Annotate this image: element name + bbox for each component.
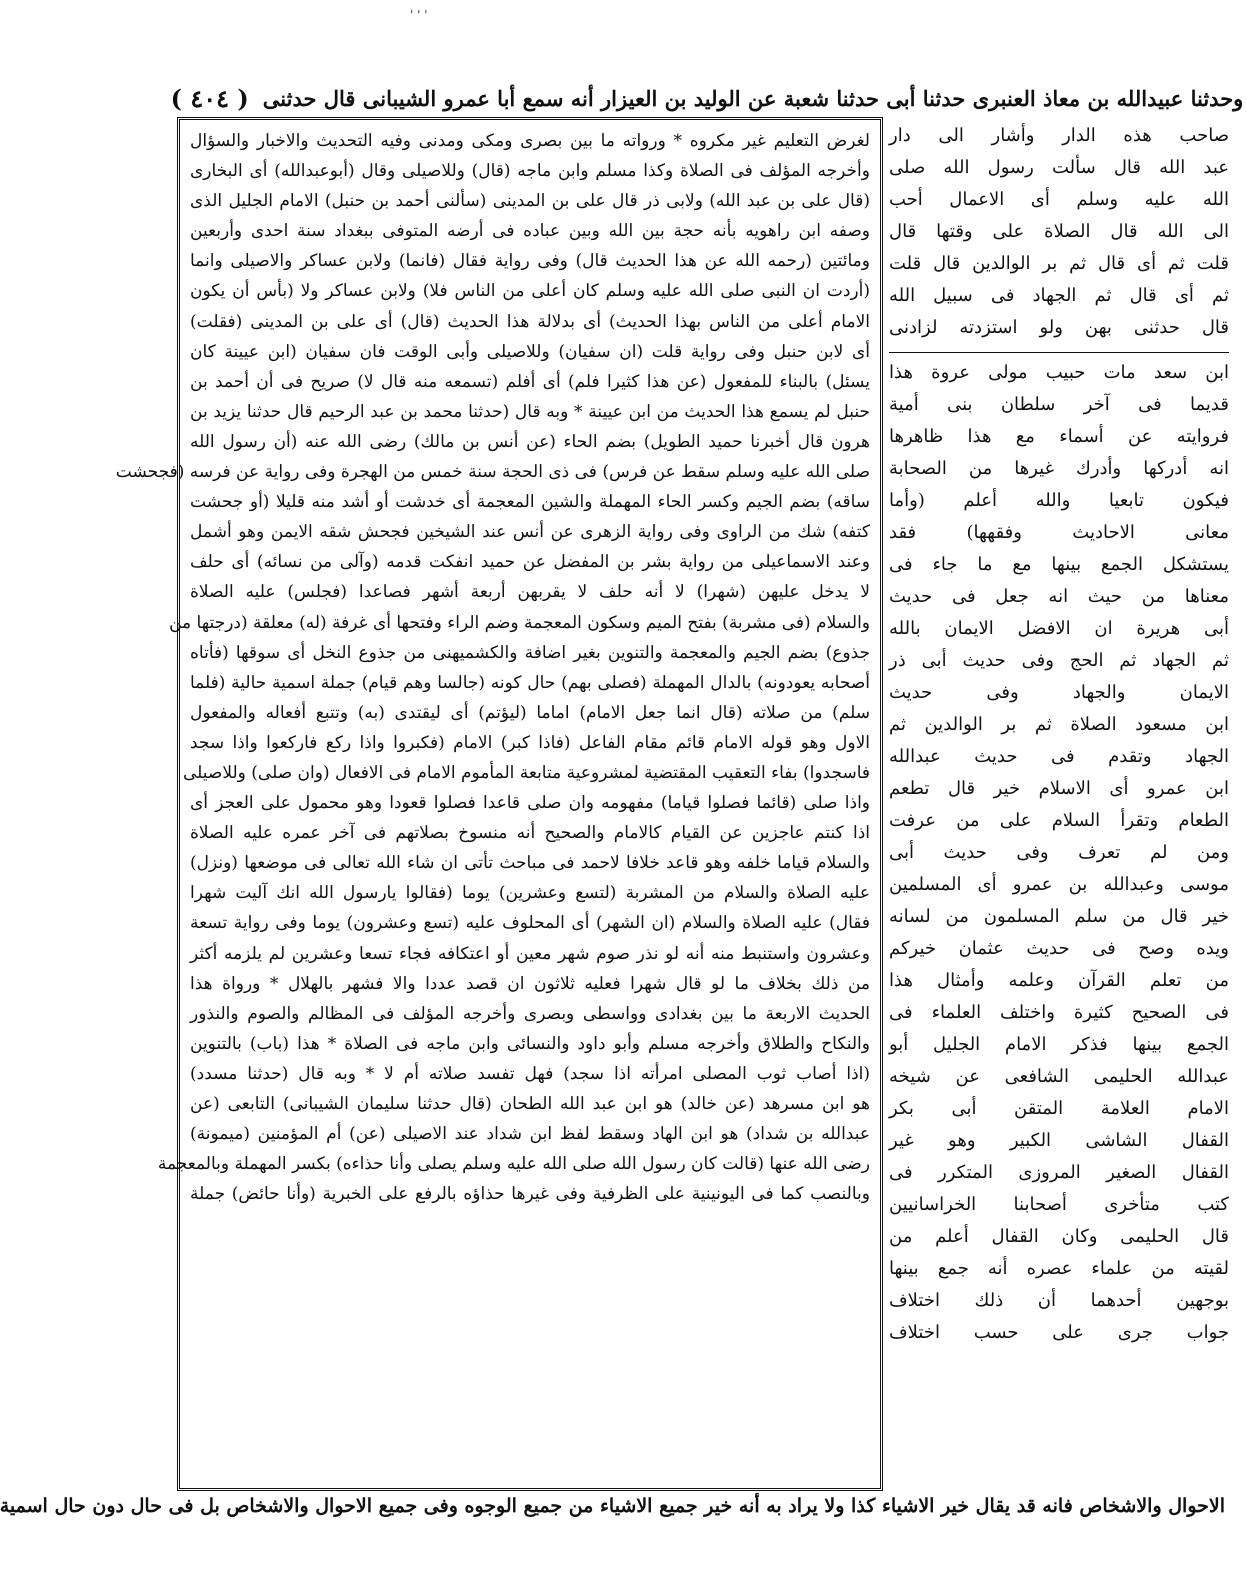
main-text-line: صلى الله عليه وسلم سقط عن فرس) فى ذى الحجة سنة خمس من الهجرة وفى رواية عن فرسه (فجحشت <box>115 462 870 483</box>
margin-text-line: لقيته من علماء عصره أنه جمع بينها <box>889 1258 1229 1279</box>
margin-text-line: القفال الصغير المروزى المتكرر فى <box>889 1162 1229 1183</box>
main-text-line: والسلام (فى مشربة) بفتح الميم وسكون المعجمة وضم الراء وفتحها أى غرفة (له) معلقة (درجتها من <box>169 612 870 633</box>
margin-text-line: ابن مسعود الصلاة ثم بر الوالدين ثم <box>889 714 1229 735</box>
margin-text-line: كتب متأخرى أصحابنا الخراسانيين <box>889 1194 1229 1215</box>
main-text-line: واذا صلى (قائما فصلوا قياما) مفهومه وان صلى قاعدا فصلوا قعودا وهو محمول على العجز أى <box>190 793 870 814</box>
page-footer: الاحوال والاشخاص فانه قد يقال خير الاشياء كذا ولا يراد به أنه خير جميع الاشياء من جميع الوجوه وفى جميع الاحوال والاشخاص بل فى حال دون حال اسمية <box>0 1495 1225 1517</box>
main-text-line: أصحابه يعودونه) بالدال المهملة (فصلى بهم) حال كونه (جالسا وهم قيام) جملة اسمية حالية (فلما <box>190 672 870 693</box>
margin-text-line: صاحب هذه الدار وأشار الى دار <box>889 125 1229 146</box>
main-text-line: ومائتين (رحمه الله عن هذا الحديث قال) وفى رواية فقال (فانما) ولابن عساكر والاصيلى وانما <box>190 251 870 272</box>
margin-text-line: يستشكل الجمع بينها مع ما جاء فى <box>889 554 1229 575</box>
main-text-line: عليه الصلاة والسلام من المشربة (لتسع وعشرين) يوما (فقالوا يارسول الله انك آليت شهرا <box>190 883 870 904</box>
main-text-line: (اذا أصاب ثوب المصلى امرأته اذا سجد) فهل تفسد صلاته أم لا * وبه قال (حدثنا مسدد) <box>190 1063 870 1084</box>
main-text-line: وعشرون واستنبط منه أنه لو نذر صوم شهر معين أو اعتكافه فجاء تسعا وعشرين لم يلزمه أكثر <box>190 943 870 964</box>
main-text-line: لا يدخل عليهن (شهرا) لا أنه حلف لا يقربهن أربعة أشهر فصاعدا (فجلس) عليه الصلاة <box>190 582 870 603</box>
main-text-line: وأخرجه المؤلف فى الصلاة وكذا مسلم وابن ماجه (قال) وللاصيلى وقال (أبوعبدالله) أى البخارى <box>190 161 870 182</box>
margin-text-line: ثم الجهاد ثم الحج وفى حديث أبى ذر <box>889 650 1229 671</box>
margin-text-line: فى الصحيح كثيرة واختلف العلماء فى <box>889 1002 1229 1023</box>
margin-text-line: بوجهين أحدهما أن ذلك اختلاف <box>889 1290 1229 1311</box>
margin-text-line: الجهاد وتقدم فى حديث عبدالله <box>889 746 1229 767</box>
main-text-line: جذوع) بضم الجيم والمعجمة والتنوين بغير اضافة والكشميهنى من جذوع النخل أى سوقها (فأتاه <box>190 642 870 663</box>
margin-text-line: فروايته عن أسماء مع هذا ظاهرها <box>889 426 1229 447</box>
main-text-line: ساقه) بضم الجيم وكسر الحاء المهملة والشين المعجمة أى خدشت أو أشد منه قليلا (أو جحشت <box>190 492 870 513</box>
main-text-line: (قال على بن عبد الله) ولابى ذر قال على بن المدينى (سألنى أحمد بن حنبل) الامام الجليل الذى <box>190 191 870 212</box>
margin-text-line: الجمع بينها فذكر الامام الجليل أبو <box>889 1034 1229 1055</box>
margin-text-line: ويده وصح فى حديث عثمان خيركم <box>889 938 1229 959</box>
main-text-line: وصفه ابن راهويه بأنه حجة بين الله وبين عباده فى أرضه المتوفى ببغداد سنة احدى وأربعين <box>190 221 870 242</box>
margin-text-line: ومن لم تعرف وفى حديث أبى <box>889 842 1229 863</box>
margin-text-line: معانى الاحاديث وفقهها) فقد <box>889 522 1229 543</box>
main-text-line: سلم) من صلاته (قال انما جعل الامام) اماما (ليؤتم) أى ليقتدى (به) وتتبع أفعاله والمفعول <box>190 702 870 723</box>
page-header <box>170 80 1244 116</box>
main-text-line: الامام أعلى من الناس بهذا الحديث) أى بدلالة هذا الحديث (قال) أى على بن المدينى (فقلت) <box>190 311 870 332</box>
margin-text-line: قال حدثنى بهن ولو استزدته لزادنى <box>889 317 1229 338</box>
margin-text-line: ابن سعد مات حبيب مولى عروة هذا <box>889 362 1229 383</box>
main-text-line: حنبل لم يسمع هذا الحديث من ابن عيينة * وبه قال (حدثنا محمد بن عبد الرحيم قال حدثنا يزيد بن <box>190 401 870 422</box>
margin-text-line: أبى هريرة ان الافضل الايمان بالله <box>889 618 1229 639</box>
page-mark: ' ' ' <box>410 8 428 22</box>
main-text-line: لغرض التعليم غير مكروه * ورواته ما بين بصرى ومكى ومدنى وفيه التحديث والاخبار والسؤال <box>190 131 870 151</box>
main-text-line: اذا كنتم عاجزين عن القيام كالامام والصحيح أنه منسوخ بصلاتهم فى آخر عمره عليه الصلاة <box>190 823 870 844</box>
margin-text-line: فيكون تابعيا والله أعلم (وأما <box>889 490 1229 511</box>
margin-text-line: الى الله قال الصلاة على وقتها قال <box>889 221 1229 242</box>
main-text-line: هو ابن مسرهد (عن خالد) هو ابن عبد الله الطحان (قال حدثنا سليمان الشيبانى) التابعى (عن <box>190 1094 870 1114</box>
margin-text-line: جواب جرى على حسب اختلاف <box>889 1322 1229 1343</box>
margin-text-line: خير قال من سلم المسلمون من لسانه <box>889 906 1229 927</box>
margin-text-line: الامام العلامة المتقن أبى بكر <box>889 1098 1229 1119</box>
main-text-line: (أردت ان النبى صلى الله عليه وسلم كان أعلى من الناس فلا) ولابن عساكر ولا (بأس أن يكون <box>190 281 870 302</box>
main-text-line: والنكاح والطلاق وأخرجه مسلم وأبو داود والنسائى وابن ماجه فى الصلاة * هذا (باب) بالتنوين <box>190 1033 870 1054</box>
margin-text-line: معناها من حيث انه جعل فى حديث <box>889 586 1229 607</box>
main-text-line: من ذلك بخلاف ما لو قال شهرا فعليه ثلاثون ان قصد عددا والا فشهر بالهلال * ورواة هذا <box>190 973 870 994</box>
margin-text-line: من تعلم القرآن وعلمه وأمثال هذا <box>889 970 1229 991</box>
margin-text-line: عبد الله قال سألت رسول الله صلى <box>889 157 1229 178</box>
margin-text-line: القفال الشاشى الكبير وهو غير <box>889 1130 1229 1151</box>
margin-text-line: موسى وعبدالله بن عمرو أى المسلمين <box>889 874 1229 895</box>
margin-text-line: ابن عمرو أى الاسلام خير قال تطعم <box>889 778 1229 799</box>
main-text-line: رضى الله عنها (قالت كان رسول الله صلى الله عليه وسلم يصلى وأنا حذاءه) بكسر المهملة وبالمعجمة <box>157 1154 870 1175</box>
main-text-line: كتفه) شك من الراوى وفى رواية الزهرى عن أنس عند الشيخين فجحش شقه الايمن وهو أشمل <box>190 522 870 543</box>
margin-text-line: الايمان والجهاد وفى حديث <box>889 682 1229 703</box>
margin-text-line: قال الحليمى وكان القفال أعلم من <box>889 1226 1229 1247</box>
main-text-line: هرون قال أخبرنا حميد الطويل) بضم الحاء (عن أنس بن مالك) رضى الله عنه (أن رسول الله <box>190 431 870 452</box>
main-text-line: فاسجدوا) بفاء التعقيب المقتضية لمشروعية متابعة المأموم الامام فى الافعال (وان صلى) وللاصيلى <box>182 762 870 783</box>
margin-text-line: ثم أى قال ثم الجهاد فى سبيل الله <box>889 285 1229 306</box>
main-text-line: يسئل) بالبناء للمفعول (عن هذا كثيرا فلم) أى أفلم (تسمعه منه قال لا) صريح فى أن أحمد بن <box>190 371 870 392</box>
margin-text-line: عبدالله الحليمى الشافعى عن شيخه <box>889 1066 1229 1087</box>
header-text: وحدثنا عبيدالله بن معاذ العنبرى حدثنا أبى حدثنا شعبة عن الوليد بن العيزار أنه سمع أبا عمرو الشيبانى قال حدثنى <box>262 85 1244 111</box>
margin-text-line: الله عليه وسلم أى الاعمال أحب <box>889 189 1229 210</box>
margin-text-line: انه أدركها وأدرك غيرها من الصحابة <box>889 458 1229 479</box>
main-text-line: وبالنصب كما فى اليونينية على الظرفية وفى غيرها حذاؤه بالرفع على الخبرية (وأنا حائض) جملة <box>190 1184 870 1205</box>
margin-text-line: قلت ثم أى قال ثم بر الوالدين قال قلت <box>889 253 1229 274</box>
main-text-line: الاول وهو قوله الامام قائم مقام الفاعل (فاذا كبر) الامام (فكبروا واذا ركع فاركعوا واذا سجد <box>190 732 870 753</box>
main-text-line: عبدالله بن شداد) هو ابن الهاد وسقط لفظ ابن شداد عند الاصيلى (عن) أم المؤمنين (ميمونة) <box>190 1124 870 1145</box>
margin-column <box>889 120 1229 1490</box>
margin-text-line: قديما فى آخر سلطان بنى أمية <box>889 394 1229 415</box>
page-number: ( ٤٠٤ ) <box>170 83 249 113</box>
main-text-line: فقال) عليه الصلاة والسلام (ان الشهر) أى المحلوف عليه (تسع وعشرون) يوما وفى رواية تسعة <box>190 913 870 934</box>
margin-divider <box>889 352 1229 353</box>
main-text-line: أى لابن حنبل وفى رواية قلت (ان سفيان) وللاصيلى وأبى الوقت فان سفيان (ابن عيينة كان <box>190 341 870 362</box>
main-text-line: وعند الاسماعيلى من رواية بشر بن المفضل عن حميد انفكت قدمه (وآلى من نسائه) أى حلف <box>190 552 870 573</box>
main-text-line: الحديث الاربعة ما بين بغدادى وواسطى وبصرى وأخرجه المؤلف فى المظالم والصوم والنذور <box>190 1003 870 1024</box>
main-text-line: والسلام قياما خلفه وهو قاعد خلافا لاحمد فى مباحث تأتى ان شاء الله تعالى فى موضعها (ونزل) <box>190 853 870 874</box>
main-commentary-frame <box>115 117 883 1491</box>
margin-text-line: الطعام وتقرأ السلام على من عرفت <box>889 810 1229 831</box>
